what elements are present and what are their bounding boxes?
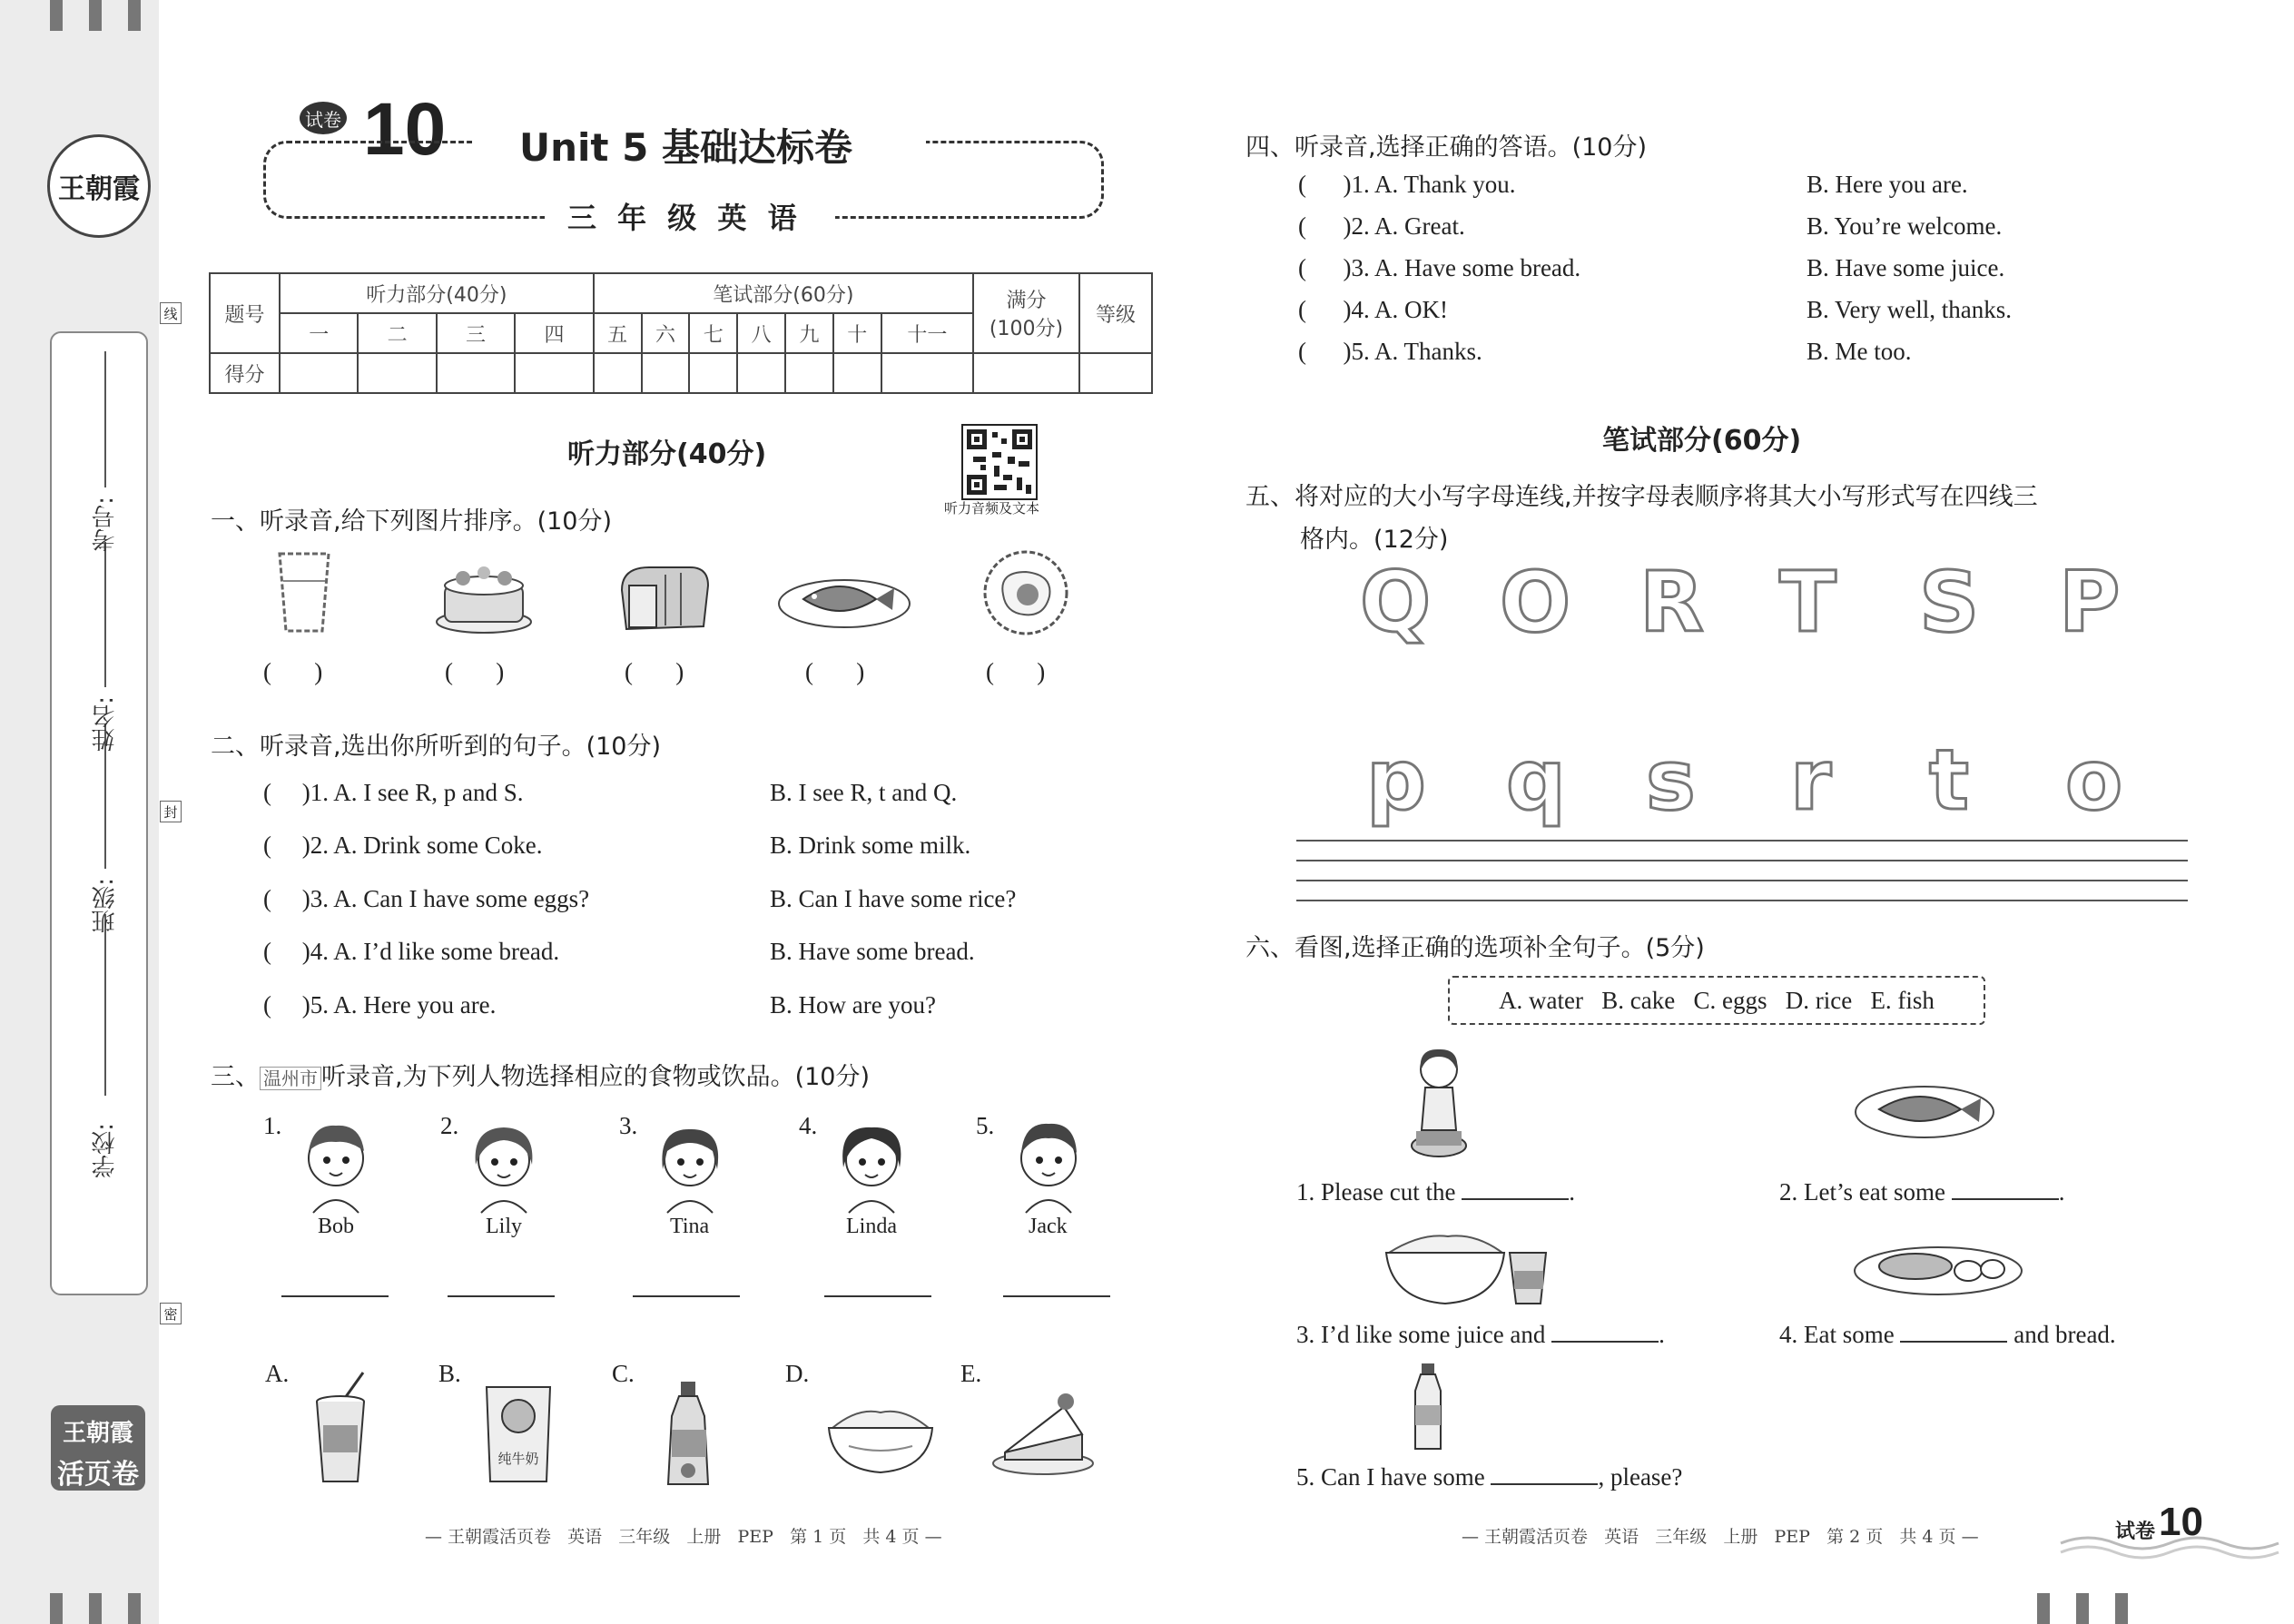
q2-row [263,885,589,913]
q2-answer-paren[interactable]: ( [263,938,302,965]
school-label: 学校: [92,1123,119,1178]
q4-option-b: B. Here you are. [1807,171,1968,198]
boy-jack-icon [1008,1115,1089,1215]
option-letter: A. [265,1360,290,1387]
egg-icon [980,549,1071,635]
answer-blank-1[interactable]: ( ) [263,658,323,685]
question-number-cell: 十一 [881,313,973,353]
lowercase-letter[interactable]: s [1646,732,1696,829]
badge-line2: 活页卷 [57,1459,139,1491]
uppercase-letter[interactable]: S [1919,554,1980,651]
bread-icon [613,558,713,635]
boy-bob-icon [295,1115,377,1215]
answer-blank-5[interactable]: ( ) [986,658,1046,685]
q2-row [263,991,496,1019]
listening-header-cell: 听力部分(40分) [280,273,594,313]
q4-option-b: B. Me too. [1807,338,1912,365]
q4-row [1298,254,1580,282]
q3-title [211,1057,870,1092]
sentence-5-end: , please? [1598,1463,1683,1491]
glass-of-water-icon [272,549,336,635]
strip-bar [50,1593,63,1624]
full-score-line1: 满分 [1006,290,1047,312]
q2-option-a: )4. A. I’d like some bread. [301,938,560,965]
badge-line1: 王朝霞 [62,1420,133,1447]
q2-answer-paren[interactable]: ( [263,832,302,859]
q4-option-a: )5. A. Thanks. [1343,338,1482,365]
option-letter: E. [960,1360,982,1387]
q2-option-a: )1. A. I see R, p and S. [301,779,524,806]
score-entry-cell[interactable] [437,353,515,393]
person-name: Tina [670,1215,710,1238]
strip-bar [2115,1593,2128,1624]
brand-badge [51,1405,145,1491]
sentence-4-text: 4. Eat some [1779,1321,1901,1348]
grade-cell: 等级 [1079,273,1152,353]
region-tag: 温州市 [260,1067,321,1090]
option-letter: C. [612,1360,635,1387]
answer-line[interactable] [633,1294,740,1297]
q4-option-a: )4. A. OK! [1343,296,1448,323]
q4-option-b: B. Have some juice. [1807,254,2005,281]
score-entry-cell[interactable] [1079,353,1152,393]
q2-option-b: B. I see R, t and Q. [770,779,958,806]
brand-seal-text: 王朝霞 [58,173,140,205]
fish-icon [776,563,912,635]
q4-row [1298,171,1516,199]
q2-answer-paren[interactable]: ( [263,779,302,806]
q2-title: 二、听录音,选出你所听到的句子。(10分) [211,733,662,761]
word-bank: A. water B. cake C. eggs D. rice E. fish [1448,976,1985,1025]
q4-row [1298,338,1482,366]
lowercase-letter[interactable]: r [1790,732,1832,829]
q2-option-a: )5. A. Here you are. [301,991,497,1019]
writing-header-cell: 笔试部分(60分) [594,273,973,313]
row-label-score: 得分 [210,353,280,393]
strip-bar [128,0,141,31]
full-score-cell [973,273,1079,353]
person-number: 3. [619,1112,638,1139]
girl-with-cake-icon [1398,1044,1480,1162]
page-subtitle: 三 年 级 英 语 [567,201,802,235]
score-entry-cell[interactable] [515,353,594,393]
score-table [209,272,1153,394]
exam-number-field[interactable] [104,351,106,487]
question-number-cell: 五 [594,313,642,353]
lowercase-letter[interactable]: o [2065,732,2123,829]
sentence-3-text: 3. I’d like some juice and [1296,1321,1552,1348]
q2-row [263,832,542,860]
q4-answer-paren[interactable]: ( [1298,338,1344,365]
q2-option-b: B. Have some bread. [770,938,975,965]
row-label-question: 题号 [210,273,280,353]
milk-bag-icon [481,1380,556,1489]
class-label: 班级: [92,878,119,933]
sentence-3-blank[interactable] [1551,1341,1659,1343]
rice-and-juice-icon [1384,1216,1548,1307]
score-entry-cell[interactable] [833,353,881,393]
student-info-panel [50,331,148,1295]
fish-plate-icon [1852,1071,1997,1144]
q4-answer-paren[interactable]: ( [1298,254,1344,281]
q2-option-b: B. Drink some milk. [770,832,971,859]
brand-seal [47,134,151,238]
q4-option-b: B. Very well, thanks. [1807,296,2012,323]
milk-bag-caption: 纯牛奶 [497,1451,539,1467]
question-number-cell: 九 [785,313,833,353]
person-number: 2. [440,1112,459,1139]
strip-bar [128,1593,141,1624]
sentence-3-end: . [1659,1321,1665,1348]
strip-bar [2076,1593,2089,1624]
uppercase-letter[interactable]: T [1779,554,1836,651]
answer-blank-3[interactable]: ( ) [625,658,684,685]
bind-mark-secret: 密 [160,1303,182,1324]
water-bottle-icon [1410,1362,1446,1452]
full-score-line2: (100分) [989,318,1064,340]
question-number-cell: 二 [358,313,436,353]
lowercase-letter[interactable]: q [1506,732,1566,829]
cake-icon [434,558,534,635]
q4-option-b: B. You’re welcome. [1807,212,2003,240]
q1-title: 一、听录音,给下列图片排序。(10分) [211,507,613,536]
score-entry-cell[interactable] [737,353,785,393]
sentence-2 [1779,1178,2064,1206]
bind-mark-seal: 封 [160,801,182,822]
strip-bar [89,0,102,31]
score-entry-cell[interactable] [973,353,1079,393]
uppercase-letter[interactable]: Q [1360,554,1432,651]
person-name: Bob [318,1215,355,1238]
sentence-1-text: 1. Please cut the [1296,1178,1462,1206]
cola-cup-icon [309,1371,372,1489]
binding-strip [0,0,159,1624]
person-number: 4. [799,1112,818,1139]
q4-answer-paren[interactable]: ( [1298,296,1344,323]
rice-bowl-icon [822,1405,940,1478]
q2-option-b: B. Can I have some rice? [770,885,1017,912]
score-entry-cell[interactable] [280,353,358,393]
sentence-1-end: . [1569,1178,1575,1206]
score-entry-cell[interactable] [785,353,833,393]
question-number-cell: 八 [737,313,785,353]
sentence-2-text: 2. Let’s eat some [1779,1178,1952,1206]
q4-option-a: )2. A. Great. [1343,212,1465,240]
answer-line[interactable] [281,1294,389,1297]
corner-number: 10 [2159,1500,2203,1544]
q5-title-line2: 格内。(12分) [1300,526,1449,554]
q2-answer-paren[interactable]: ( [263,991,302,1019]
writing-heading: 笔试部分(60分) [1602,425,1802,457]
person-name: Linda [846,1215,897,1238]
sentence-5-text: 5. Can I have some [1296,1463,1492,1491]
sentence-5-blank[interactable] [1491,1483,1598,1485]
sentence-4-blank[interactable] [1900,1341,2007,1343]
q4-row [1298,212,1465,241]
qr-code-icon[interactable] [962,425,1037,499]
footer-right: — 王朝霞活页卷 英语 三年级 上册 PEP 第 2 页 共 4 页 — [1462,1527,1979,1547]
corner-tag: 试卷 [2115,1521,2156,1543]
q4-option-a: )3. A. Have some bread. [1343,254,1581,281]
q5-title-line1: 五、将对应的大小写字母连线,并按字母表顺序将其大小写形式写在四线三 [1245,483,2038,511]
sentence-5 [1296,1463,1682,1491]
answer-line[interactable] [1003,1294,1110,1297]
answer-blank-4[interactable]: ( ) [805,658,865,685]
name-label: 姓名: [92,696,119,752]
score-entry-cell[interactable] [594,353,642,393]
girl-tina-icon [649,1115,731,1215]
person-name: Lily [486,1215,522,1238]
q3-title-text: 听录音,为下列人物选择相应的食物或饮品。(10分) [321,1063,871,1091]
q4-answer-paren[interactable]: ( [1298,171,1344,198]
cake-slice-icon [991,1389,1096,1480]
score-entry-cell[interactable] [358,353,436,393]
question-number-cell: 四 [515,313,594,353]
sentence-1 [1296,1178,1575,1206]
person-number: 5. [976,1112,995,1139]
q4-option-a: )1. A. Thank you. [1343,171,1516,198]
q2-option-a: )3. A. Can I have some eggs? [301,885,590,912]
name-field[interactable] [104,542,106,687]
score-entry-cell[interactable] [881,353,973,393]
sentence-4 [1779,1321,2116,1349]
sentence-2-end: . [2058,1178,2065,1206]
lowercase-letter[interactable]: t [1929,732,1969,829]
option-letter: D. [785,1360,810,1387]
exam-number: 10 [363,88,447,171]
question-number-cell: 一 [280,313,358,353]
strip-bar [50,0,63,31]
q4-row [1298,296,1448,324]
answer-blank-2[interactable]: ( ) [445,658,505,685]
girl-linda-icon [831,1115,912,1215]
uppercase-letter[interactable]: R [1639,554,1704,651]
q4-title: 四、听录音,选择正确的答语。(10分) [1245,133,1648,162]
footer-left: — 王朝霞活页卷 英语 三年级 上册 PEP 第 1 页 共 4 页 — [425,1527,942,1547]
option-letter: B. [438,1360,461,1387]
listening-heading: 听力部分(40分) [567,438,767,470]
uppercase-letter[interactable]: O [1500,554,1571,651]
score-entry-cell[interactable] [642,353,690,393]
juice-bottle-icon [661,1380,715,1489]
q2-row [263,938,559,966]
question-number-cell: 三 [437,313,515,353]
question-number-cell: 七 [689,313,737,353]
q2-option-a: )2. A. Drink some Coke. [301,832,543,859]
uppercase-letter[interactable]: P [2059,554,2121,651]
person-name: Jack [1029,1215,1068,1238]
score-entry-cell[interactable] [689,353,737,393]
strip-bar [2037,1593,2050,1624]
page-title: Unit 5 基础达标卷 [519,125,852,170]
sentence-4-end: and bread. [2007,1321,2116,1348]
q2-option-b: B. How are you? [770,991,936,1019]
question-number-cell: 六 [642,313,690,353]
girl-lily-icon [463,1115,545,1215]
answer-line[interactable] [824,1294,931,1297]
q2-answer-paren[interactable]: ( [263,885,302,912]
strip-bar [89,1593,102,1624]
sentence-3 [1296,1321,1665,1349]
school-field[interactable] [104,914,106,1096]
bind-mark-line: 线 [160,302,182,324]
q2-row [263,779,523,807]
exam-number-label: 考号: [92,497,119,552]
four-line-grid[interactable] [1296,835,2188,908]
lowercase-letter[interactable]: p [1366,732,1426,829]
eggs-and-bread-icon [1852,1235,2024,1298]
q4-answer-paren[interactable]: ( [1298,212,1344,240]
person-number: 1. [263,1112,282,1139]
q6-title: 六、看图,选择正确的选项补全句子。(5分) [1245,934,1705,962]
answer-line[interactable] [448,1294,555,1297]
sentence-2-blank[interactable] [1952,1198,2059,1200]
q3-prefix: 三、 [211,1063,260,1091]
sentence-1-blank[interactable] [1462,1198,1569,1200]
question-number-cell: 十 [833,313,881,353]
qr-caption: 听力音频及文本 [944,500,1040,517]
exam-tag: 试卷 [300,102,347,134]
